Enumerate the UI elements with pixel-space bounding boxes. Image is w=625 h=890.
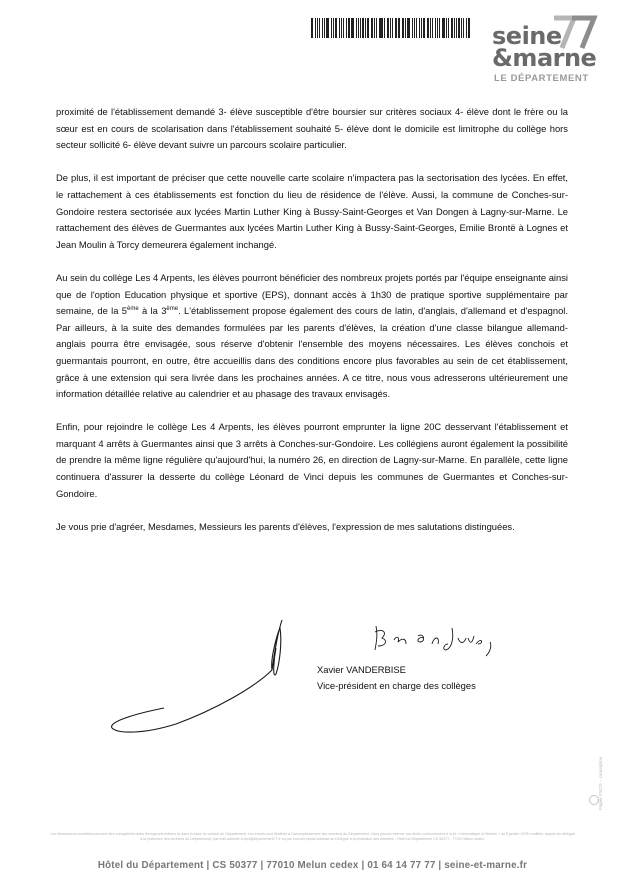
logo-marne: &marne <box>492 44 597 72</box>
paragraph-criteria: proximité de l'établissement demandé 3- élève susceptible d'être boursier sur critères sociaux 4- élève dont le frère ou la sœur est en cours de scolarisation dans l'établissement souhaité 5- élève dont le domicile est limitrophe du collège hors secteur sollicité 6- élève devant suivre un parcours scolaire particulier. <box>56 106 568 151</box>
letter-body <box>56 104 568 552</box>
paragraph-college <box>56 270 568 403</box>
ordinal-5: ème <box>127 306 139 312</box>
handwritten-signature <box>104 618 284 738</box>
footer-legal-notice: Les informations recueillies peuvent être enregistrées dans les logiciels métiers et dans la base de contact du Département. Les envois sont destinés à l'accomplissement des missions du Département. Vous pouvez exercer vos droits conformément à la loi « Informatique et libertés » du 6 janvier 1978 modifiée, auprès du délégué à la protection des données du Département, par mail adressé à dpo@departement77.fr ou par courrier postal adressé au Délégué à la protection des données - Hôtel du Département CS 50377 - 77010 Melun cedex. <box>50 832 575 841</box>
paragraph-college-text: Au sein du collège Les 4 Arpents, les élèves pourront bénéficier des nombreux projets portés par l'équipe enseignante ainsi que de l'option Education physique et sportive (EPS), donnant accès à 1h30 de pratique sportive supplémentaire par semaine, de la 5 <box>56 271 569 317</box>
paragraph-transport: Enfin, pour rejoindre le collège Les 4 Arpents, les élèves pourront emprunter la ligne 20C desservant l'établissement et marquant 4 arrêts à Guermantes ainsi que 3 arrêts à Conches-sur-Gondoire. Les collégiens auront également la possibilité de prendre la même ligne régulière qu'aujourd'hui, la numéro 26, en direction de Lagny-sur-Marne. En parallèle, cette ligne continuera d'assurer la desserte du collège Léonard de Vinci depuis les communes de Guermantes et Conches-sur-Gondoire. <box>56 421 568 499</box>
paragraph-closing: Je vous prie d'agréer, Mesdames, Messieurs les parents d'élèves, l'expression de mes salutations distinguées. <box>56 520 515 532</box>
paragraph-lycees: De plus, il est important de préciser que cette nouvelle carte scolaire n'impactera pas la sectorisation des lycées. En effet, le rattachement à ces établissements est fonction du lieu de résidence de l'élève. Aussi, la commune de Conches-sur-Gondoire restera sectorisée aux lycées Martin Luther King à Bussy-Saint-Georges et Van Dongen à Lagny-sur-Marne. Le rattachement des élèves de Guermantes aux lycées Martin Luther King à Bussy-Saint-Georges, Emilie Brontë à Lognes et Jean Moulin à Torcy demeurera également inchangé. <box>56 172 568 250</box>
handwritten-note <box>372 622 502 658</box>
signer-name: Xavier VANDERBISE <box>317 664 406 675</box>
barcode <box>311 18 471 38</box>
footer-address: Hôtel du Département | CS 50377 | 77010 Melun cedex | 01 64 14 77 77 | seine-et-marne.fr <box>97 860 528 871</box>
logo-departement: LE DÉPARTEMENT <box>494 73 589 84</box>
logo-seine: seine <box>492 22 562 50</box>
signer-title: Vice-président en charge des collèges <box>317 680 476 691</box>
paragraph-college-text: à la 3 <box>138 305 167 317</box>
paper-note: Papier FSC® – conception <box>598 756 603 810</box>
paragraph-college-text: . L'établissement propose également des cours de latin, d'anglais, d'allemand et d'espagnol. Par ailleurs, à la suite des demandes formulées par les parents d'élèves, la création d'une classe bilangue allemand-anglais pourra être envisagée, sous réserve d'obtenir l'ensemble des moyens nécessaires. Les élèves conchois et guermantais pourront, en outre, être accueillis dans des conditions encore plus favorables au sein de cet établissement, grâce à une extension qui sera livrée dans les prochaines années. A ce titre, nous vous adresserons ultérieurement une information détaillée relative au calendrier et au phasage des travaux envisagés. <box>56 305 568 400</box>
ordinal-3: ème <box>166 306 179 312</box>
department-logo <box>492 14 597 84</box>
